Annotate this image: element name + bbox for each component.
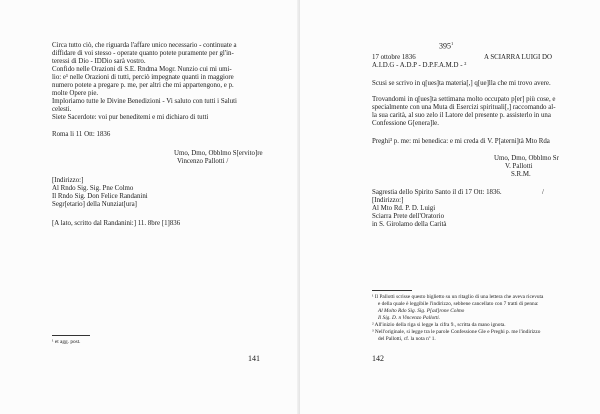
body-line: lio: e¹ nelle Orazioni di tutti, perciò impegnate quanti in maggiore xyxy=(52,74,234,81)
letter-header-date: 17 ottobre 1836 xyxy=(372,54,416,61)
invocation: A.I.D.G - A.D.P - D.P.F.A.M.D - ² xyxy=(372,62,467,69)
right-page xyxy=(300,0,600,414)
footnote: ¹ Il Pallotti scrisse questo biglietto su un ritaglio di una lettera che aveva ricevuta xyxy=(372,294,544,300)
address-line: Sciarra Prete dell'Oratorio xyxy=(372,213,445,220)
blessing-line: Preghi³ p. me: mi benedica: e mi creda di V. P[aterni]tà Mto Rda xyxy=(372,138,550,145)
footnote-rule xyxy=(52,335,90,336)
address-line: [Indirizzo:] xyxy=(52,177,84,184)
footnote: ¹ et agg. post. xyxy=(52,339,81,345)
footnote: ³ Nell'originale, si legge tra le parole Confessione Gle e Preghi p. me l'indirizzo xyxy=(372,329,541,335)
body-line: molte Opere pie. xyxy=(52,90,99,97)
page-number: 141 xyxy=(248,354,260,363)
place-date-line: Sagrestia dello Spirito Santo il dì 17 Ott: 1836. xyxy=(372,189,502,196)
side-note: [A lato, scritto dal Randanini:] 11. 8bre [1]836 xyxy=(52,220,181,227)
address-line: Il Rndo Sig. Don Felice Randanini xyxy=(52,193,148,200)
body-line: Imploriamo tutte le Divine Benedizioni - Vi saluto con tutti i Saluti xyxy=(52,98,237,105)
signature-closing: Umo, Dmo, Obblmo Sr xyxy=(494,155,559,162)
body-line: Scusi se scrivo in q[ues]ta materia[,] q[ue]lla che mi trovo avere. xyxy=(372,80,551,87)
body-line: la sua carità, al suo zelo il Latore del presente p. assisterlo in una xyxy=(372,112,551,119)
footnote: Il Sig. D. n Vincenzo Pallotti. xyxy=(378,315,440,321)
footnote: Al Molto Rdo Sig. Sig. P[ad]rone Colmo xyxy=(378,308,465,314)
body-line: specialmente con una Muta di Esercizi spirituali[,] raccomando al- xyxy=(372,104,556,111)
body-line: numero potete a pregare p. me, per altri che mi appartengono, e p. xyxy=(52,82,234,89)
signature-name: V. Pallotti xyxy=(505,163,533,170)
address-line: Segr[etario] della Nunziat[ura] xyxy=(52,201,137,208)
body-line: Confido nelle Orazioni di S.E. Rndma Mogr. Nunzio cui mi umi- xyxy=(52,66,232,73)
address-line: Al Mto Rd. P. D. Luigi xyxy=(372,205,436,212)
signature-name: Vincenzo Pallotti / xyxy=(177,158,229,165)
signature-closing: Umo, Dmo, Obblmo S[ervito]re xyxy=(174,150,263,157)
signature-title: S.R.M. xyxy=(511,171,531,178)
body-line: celesti. xyxy=(52,106,72,113)
footnote: e della quale è leggibile l'indirizzo, sebbene cancellato con 7 tratti di penna: xyxy=(378,301,539,307)
body-line: teressi di Dio - IDDio sarà vostro. xyxy=(52,58,146,65)
letter-date: Roma li 11 Ott: 1836 xyxy=(52,131,111,138)
body-line: Siete Sacerdote: voi pur beneditemi e mi dichiaro di tutti xyxy=(52,114,209,121)
letter-number: $395^1$ xyxy=(439,41,454,51)
footnote: del Pallotti, cf. la nota nº 1. xyxy=(378,336,436,342)
address-line: in S. Girolamo della Carità xyxy=(372,221,447,228)
body-line: Circa tutto ciò, che riguarda l'affare unico necessario - continuate a xyxy=(52,42,237,49)
place-date-mark: / xyxy=(542,189,544,196)
letter-header-title: A SCIARRA LUIGI DO xyxy=(484,54,552,61)
footnote-rule xyxy=(372,290,412,291)
body-line: Confessione G[enera]le. xyxy=(372,120,439,127)
page-number: 142 xyxy=(372,354,384,363)
footnote: ² All'inizio della riga si legge la cifra 9., scritta da mano ignota. xyxy=(372,322,506,328)
address-line: Al Rndo Sig. Sig. Pne Colmo xyxy=(52,185,134,192)
body-line: Trovandomi in q[ues]ta settimana molto occupato p[er] più cose, e xyxy=(372,96,556,103)
address-line: [Indirizzo:] xyxy=(372,197,404,204)
body-line: diffidare di voi stesso - operate quanto potete puramente per gl'in- xyxy=(52,50,234,57)
